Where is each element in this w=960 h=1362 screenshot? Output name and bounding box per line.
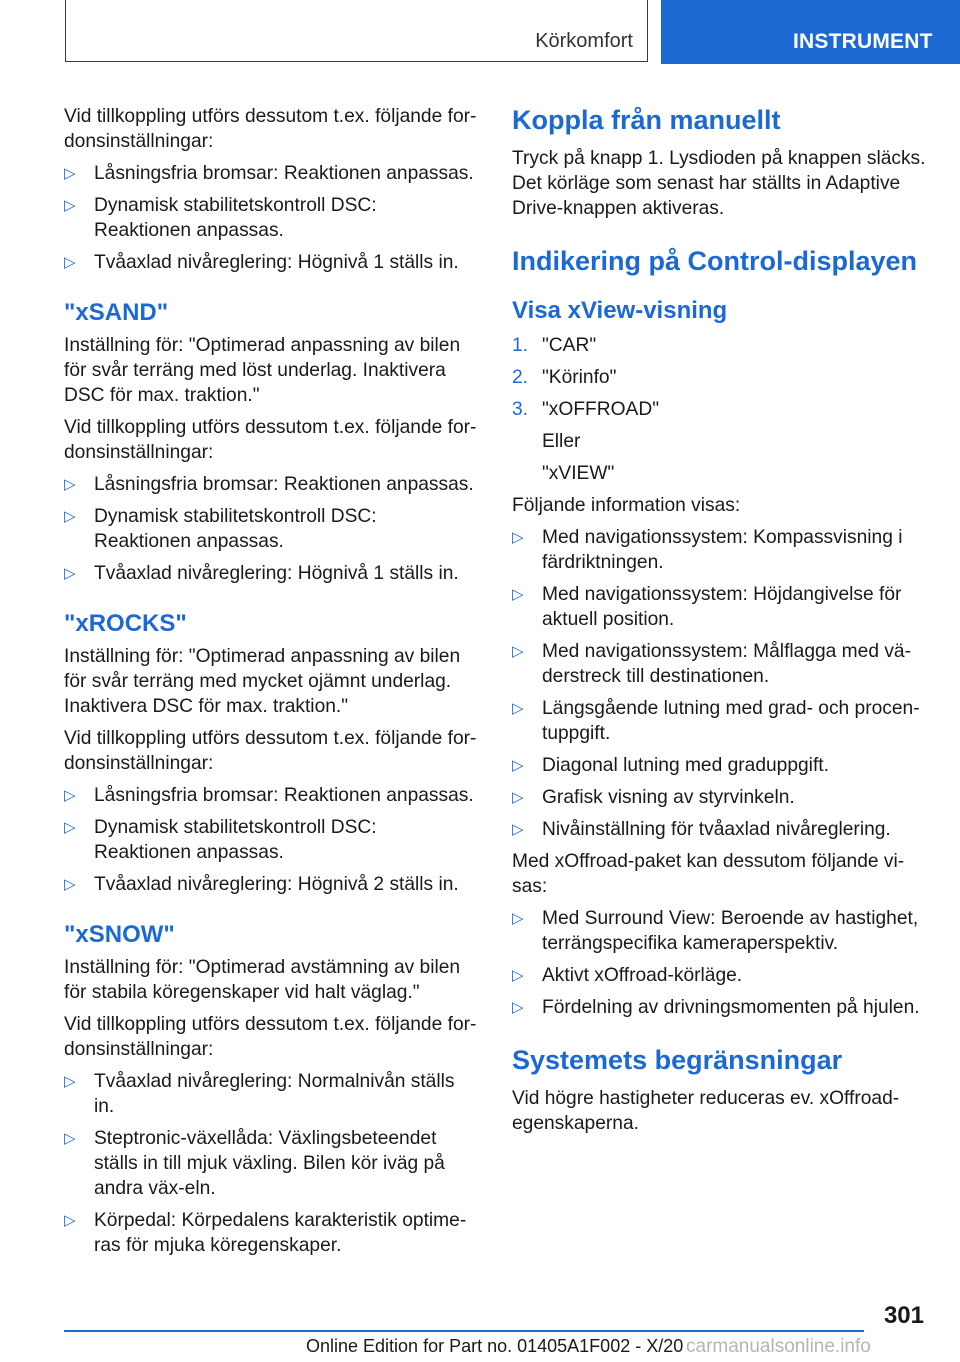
triangle-bullet-icon: ▷: [64, 165, 76, 182]
triangle-bullet-icon: ▷: [64, 1212, 76, 1229]
triangle-bullet-icon: ▷: [512, 789, 524, 806]
list-item: ▷ Nivåinställning för tvåaxlad nivåreglering.: [512, 819, 891, 840]
xrocks-heading: "xROCKS": [64, 610, 187, 637]
list-item: ▷ Fördelning av drivningsmomenten på hjulen.: [512, 997, 920, 1018]
triangle-bullet-icon: ▷: [64, 508, 76, 525]
triangle-bullet-icon: ▷: [64, 254, 76, 271]
xsand-intro: Vid tillkoppling utförs dessutom t.ex. följande for-donsinställningar:: [64, 417, 477, 463]
list-item: ▷ Med Surround View: Beroende av hastighet, terrängspecifika kameraperspektiv.: [512, 908, 919, 954]
list-item: ▷ Tvåaxlad nivåreglering: Normalnivån ställs in.: [64, 1071, 455, 1117]
limits-body: Vid högre hastigheter reduceras ev. xOffroad-egenskaperna.: [512, 1088, 900, 1134]
header-chapter-title: INSTRUMENT: [793, 30, 933, 53]
list-item: ▷ Tvåaxlad nivåreglering: Högnivå 1 ställs in.: [64, 252, 459, 273]
left-column: [64, 104, 478, 1265]
triangle-bullet-icon: ▷: [512, 586, 524, 603]
triangle-bullet-icon: ▷: [512, 643, 524, 660]
header-chapter-tab: [661, 0, 960, 64]
list-item: 1. "CAR": [512, 335, 597, 356]
list-item: ▷ Dynamisk stabilitetskontroll DSC: Reaktionen anpassas.: [64, 195, 377, 241]
triangle-bullet-icon: ▷: [64, 197, 76, 214]
xsnow-bullet-list: [64, 1069, 478, 1258]
list-item: ▷ Med navigationssystem: Höjdangivelse för aktuell position.: [512, 584, 902, 630]
xsand-bullet-list: [64, 472, 478, 586]
info-intro: Följande information visas:: [512, 495, 741, 516]
list-item: ▷ Körpedal: Körpedalens karakteristik optime-ras för mjuka köregenskaper.: [64, 1210, 467, 1256]
list-item: ▷ Tvåaxlad nivåreglering: Högnivå 2 ställs in.: [64, 874, 459, 895]
xview-steps-list: [512, 333, 928, 422]
limits-heading: Systemets begränsningar: [512, 1045, 843, 1075]
xsnow-intro: Vid tillkoppling utförs dessutom t.ex. följande for-donsinställningar:: [64, 1014, 477, 1060]
triangle-bullet-icon: ▷: [512, 700, 524, 717]
list-item: 2. "Körinfo": [512, 367, 617, 388]
intro-paragraph: Vid tillkoppling utförs dessutom t.ex. följande for-donsinställningar:: [64, 106, 477, 152]
triangle-bullet-icon: ▷: [512, 967, 524, 984]
list-item: ▷ Längsgående lutning med grad- och procen-tuppgift.: [512, 698, 920, 744]
intro-bullet-list: [64, 161, 478, 275]
triangle-bullet-icon: ▷: [64, 1130, 76, 1147]
info-bullet-list: [512, 525, 928, 842]
xsand-heading: "xSAND": [64, 299, 169, 326]
list-item: 3. "xOFFROAD": [512, 399, 660, 420]
control-display-heading: Indikering på Control-displayen: [512, 246, 918, 276]
xview-subheading: Visa xView-visning: [512, 297, 728, 324]
list-item: ▷ Med navigationssystem: Målflagga med vä-derstreck till destinationen.: [512, 641, 911, 687]
list-item: ▷ Steptronic-växellåda: Växlingsbeteendet ställs in till mjuk växling. Bilen kör iväg på andra väx-eln.: [64, 1128, 445, 1199]
or-text: Eller: [542, 431, 581, 452]
list-item: ▷ Diagonal lutning med graduppgift.: [512, 755, 829, 776]
triangle-bullet-icon: ▷: [512, 910, 524, 927]
page-number: 301: [883, 1302, 924, 1329]
triangle-bullet-icon: ▷: [64, 1073, 76, 1090]
package-intro: Med xOffroad-paket kan dessutom följande vi-sas:: [512, 851, 905, 897]
xsnow-heading: "xSNOW": [64, 921, 175, 948]
list-item: ▷ Dynamisk stabilitetskontroll DSC: Reaktionen anpassas.: [64, 506, 377, 552]
xview-alt-text: "xVIEW": [542, 463, 615, 484]
xrocks-bullet-list: [64, 783, 478, 897]
watermark: carmanualsonline.info: [686, 1336, 871, 1357]
list-item: ▷ Aktivt xOffroad-körläge.: [512, 965, 743, 986]
triangle-bullet-icon: ▷: [512, 757, 524, 774]
list-item: ▷ Låsningsfria bromsar: Reaktionen anpassas.: [64, 474, 474, 495]
xsand-setting: Inställning för: "Optimerad anpassning av bilen för svår terräng med löst underlag. Inaktivera DSC för max. traktion.": [64, 335, 461, 406]
triangle-bullet-icon: ▷: [64, 819, 76, 836]
xrocks-setting: Inställning för: "Optimerad anpassning av bilen för svår terräng med mycket ojämnt underlag. Inaktivera DSC för max. traktion.": [64, 646, 461, 717]
list-item: ▷ Med navigationssystem: Kompassvisning i färdriktningen.: [512, 527, 903, 573]
list-item: ▷ Grafisk visning av styrvinkeln.: [512, 787, 795, 808]
header-section-box: [65, 0, 648, 62]
package-bullet-list: [512, 906, 928, 1020]
xsnow-setting: Inställning för: "Optimerad avstämning av bilen för stabila köregenskaper vid halt väglag.": [64, 957, 461, 1003]
list-item: ▷ Låsningsfria bromsar: Reaktionen anpassas.: [64, 163, 474, 184]
triangle-bullet-icon: ▷: [64, 565, 76, 582]
manual-off-heading: Koppla från manuellt: [512, 105, 781, 135]
triangle-bullet-icon: ▷: [512, 999, 524, 1016]
list-item: ▷ Dynamisk stabilitetskontroll DSC: Reaktionen anpassas.: [64, 817, 377, 863]
triangle-bullet-icon: ▷: [512, 529, 524, 546]
xrocks-intro: Vid tillkoppling utförs dessutom t.ex. följande for-donsinställningar:: [64, 728, 477, 774]
triangle-bullet-icon: ▷: [512, 821, 524, 838]
triangle-bullet-icon: ▷: [64, 787, 76, 804]
list-item: ▷ Låsningsfria bromsar: Reaktionen anpassas.: [64, 785, 474, 806]
right-column: [512, 104, 928, 1143]
triangle-bullet-icon: ▷: [64, 476, 76, 493]
footer-divider: [64, 1330, 864, 1332]
list-item: ▷ Tvåaxlad nivåreglering: Högnivå 1 ställs in.: [64, 563, 459, 584]
triangle-bullet-icon: ▷: [64, 876, 76, 893]
footer-edition: Online Edition for Part no. 01405A1F002 - X/20: [306, 1336, 684, 1356]
manual-off-body: Tryck på knapp 1. Lysdioden på knappen släcks. Det körläge som senast har ställts in Adaptive Drive-knappen aktiveras.: [512, 148, 926, 219]
header-section-title: Körkomfort: [535, 30, 633, 52]
